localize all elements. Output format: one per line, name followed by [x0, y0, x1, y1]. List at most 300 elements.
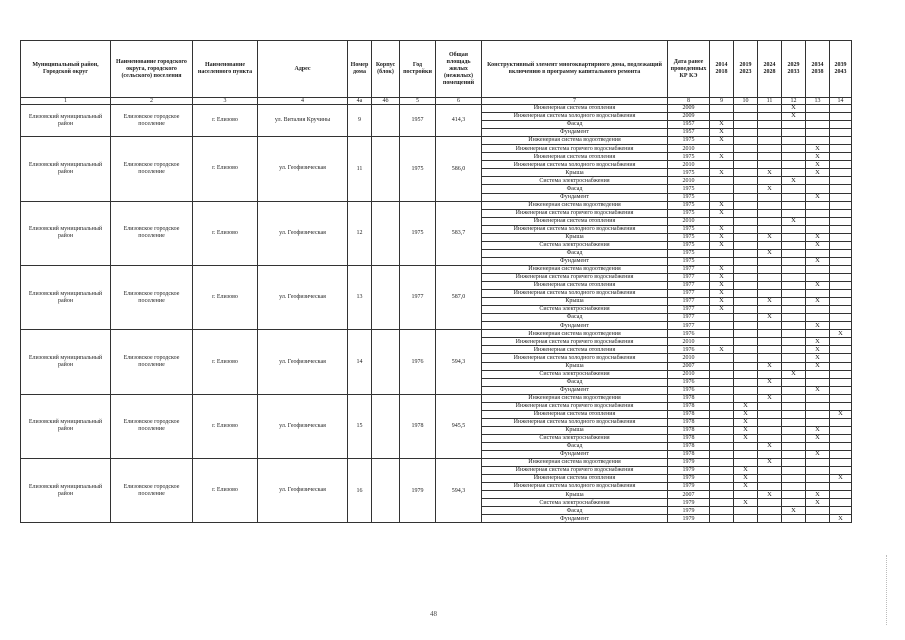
period-mark-cell: X: [758, 362, 782, 370]
period-mark-cell: [806, 265, 830, 273]
previous-repair-date-cell: 1977: [668, 273, 710, 281]
period-mark-cell: [758, 209, 782, 217]
period-mark-cell: [806, 137, 830, 145]
period-mark-cell: [782, 241, 806, 249]
period-mark-cell: [710, 467, 734, 475]
element-cell: Система электроснабжения: [482, 306, 668, 314]
period-mark-cell: [734, 338, 758, 346]
period-mark-cell: [830, 169, 852, 177]
period-mark-cell: [758, 145, 782, 153]
header-row: [21, 41, 852, 98]
element-cell: Крыша: [482, 426, 668, 434]
period-mark-cell: X: [806, 386, 830, 394]
period-mark-cell: [758, 153, 782, 161]
period-mark-cell: [806, 201, 830, 209]
period-mark-cell: X: [782, 113, 806, 121]
period-mark-cell: X: [734, 475, 758, 483]
period-mark-cell: [734, 153, 758, 161]
period-mark-cell: [806, 330, 830, 338]
previous-repair-date-cell: 1957: [668, 121, 710, 129]
previous-repair-date-cell: 1975: [668, 249, 710, 257]
period-mark-cell: [782, 137, 806, 145]
area-cell: 583,7: [436, 201, 482, 265]
period-mark-cell: [782, 426, 806, 434]
period-mark-cell: [758, 113, 782, 121]
period-mark-cell: [806, 306, 830, 314]
element-cell: Фундамент: [482, 322, 668, 330]
period-mark-cell: [758, 475, 782, 483]
previous-repair-date-cell: 1976: [668, 386, 710, 394]
locality-cell: г. Елизово: [193, 265, 258, 329]
period-mark-cell: [710, 426, 734, 434]
block-cell: [372, 105, 400, 137]
block-cell: [372, 265, 400, 329]
previous-repair-date-cell: 1979: [668, 483, 710, 491]
period-mark-cell: [782, 386, 806, 394]
period-mark-cell: [734, 298, 758, 306]
period-mark-cell: [830, 386, 852, 394]
period-mark-cell: X: [806, 426, 830, 434]
period-mark-cell: [830, 265, 852, 273]
period-mark-cell: [710, 515, 734, 523]
period-mark-cell: X: [806, 145, 830, 153]
header-cell: 2039 2043: [830, 41, 852, 98]
period-mark-cell: [782, 257, 806, 265]
previous-repair-date-cell: 1977: [668, 322, 710, 330]
period-mark-cell: [830, 346, 852, 354]
area-cell: 945,5: [436, 394, 482, 458]
previous-repair-date-cell: 2010: [668, 370, 710, 378]
period-mark-cell: X: [710, 201, 734, 209]
house-number-cell: 9: [348, 105, 372, 137]
period-mark-cell: X: [806, 161, 830, 169]
period-mark-cell: X: [710, 265, 734, 273]
element-cell: Инженерная система горячего водоснабжения: [482, 467, 668, 475]
period-mark-cell: X: [782, 177, 806, 185]
period-mark-cell: [782, 354, 806, 362]
period-mark-cell: X: [806, 257, 830, 265]
settlement-cell: Елизовское городское поселение: [111, 201, 193, 265]
period-mark-cell: X: [710, 233, 734, 241]
element-cell: Система электроснабжения: [482, 177, 668, 185]
period-mark-cell: [806, 225, 830, 233]
element-cell: Инженерная система холодного водоснабжения: [482, 354, 668, 362]
period-mark-cell: [830, 185, 852, 193]
previous-repair-date-cell: 2010: [668, 177, 710, 185]
period-mark-cell: X: [758, 459, 782, 467]
period-mark-cell: [782, 515, 806, 523]
element-cell: Фасад: [482, 121, 668, 129]
period-mark-cell: [734, 201, 758, 209]
period-mark-cell: X: [710, 346, 734, 354]
settlement-cell: Елизовское городское поселение: [111, 105, 193, 137]
element-cell: Инженерная система отопления: [482, 217, 668, 225]
period-mark-cell: [734, 193, 758, 201]
element-cell: Инженерная система холодного водоснабжения: [482, 161, 668, 169]
element-cell: Инженерная система горячего водоснабжения: [482, 273, 668, 281]
column-number: 6: [436, 98, 482, 105]
period-mark-cell: [710, 185, 734, 193]
period-mark-cell: [710, 418, 734, 426]
period-mark-cell: [734, 442, 758, 450]
street-cell: ул. Виталия Кручины: [258, 105, 348, 137]
house-number-cell: 16: [348, 459, 372, 523]
period-mark-cell: X: [806, 153, 830, 161]
header-cell: Наименование населенного пункта: [193, 41, 258, 98]
period-mark-cell: [830, 298, 852, 306]
period-mark-cell: [830, 370, 852, 378]
period-mark-cell: [830, 145, 852, 153]
previous-repair-date-cell: 1977: [668, 298, 710, 306]
period-mark-cell: X: [734, 402, 758, 410]
header-cell: Наименование городского округа, городского (сельского) поселения: [111, 41, 193, 98]
period-mark-cell: [782, 475, 806, 483]
period-mark-cell: [710, 105, 734, 113]
period-mark-cell: [734, 451, 758, 459]
period-mark-cell: [806, 273, 830, 281]
period-mark-cell: [758, 434, 782, 442]
period-mark-cell: [710, 434, 734, 442]
period-mark-cell: X: [830, 330, 852, 338]
previous-repair-date-cell: 1979: [668, 507, 710, 515]
period-mark-cell: [830, 233, 852, 241]
period-mark-cell: X: [806, 354, 830, 362]
previous-repair-date-cell: 1977: [668, 314, 710, 322]
element-cell: Фасад: [482, 314, 668, 322]
period-mark-cell: [758, 370, 782, 378]
column-number: 4б: [372, 98, 400, 105]
period-mark-cell: [758, 265, 782, 273]
street-cell: ул. Геофизическая: [258, 265, 348, 329]
period-mark-cell: [830, 354, 852, 362]
district-cell: Елизовский муниципальный район: [21, 265, 111, 329]
header-cell: 2024 2028: [758, 41, 782, 98]
element-cell: Инженерная система водоотведения: [482, 330, 668, 338]
previous-repair-date-cell: 1976: [668, 330, 710, 338]
period-mark-cell: [782, 410, 806, 418]
element-cell: Инженерная система водоотведения: [482, 459, 668, 467]
period-mark-cell: [710, 354, 734, 362]
element-cell: Инженерная система холодного водоснабжения: [482, 290, 668, 298]
previous-repair-date-cell: 1957: [668, 129, 710, 137]
period-mark-cell: [734, 129, 758, 137]
street-cell: ул. Геофизическая: [258, 137, 348, 201]
settlement-cell: Елизовское городское поселение: [111, 330, 193, 394]
period-mark-cell: [758, 201, 782, 209]
period-mark-cell: [806, 121, 830, 129]
house-number-cell: 11: [348, 137, 372, 201]
previous-repair-date-cell: 1979: [668, 467, 710, 475]
period-mark-cell: [710, 370, 734, 378]
period-mark-cell: [710, 177, 734, 185]
locality-cell: г. Елизово: [193, 394, 258, 458]
period-mark-cell: [758, 121, 782, 129]
element-cell: Крыша: [482, 491, 668, 499]
period-mark-cell: [782, 314, 806, 322]
element-cell: Инженерная система отопления: [482, 346, 668, 354]
period-mark-cell: [782, 451, 806, 459]
period-mark-cell: [830, 177, 852, 185]
build-year-cell: 1977: [400, 265, 436, 329]
period-mark-cell: [758, 386, 782, 394]
period-mark-cell: [782, 169, 806, 177]
period-mark-cell: [830, 378, 852, 386]
period-mark-cell: [734, 386, 758, 394]
period-mark-cell: X: [710, 121, 734, 129]
build-year-cell: 1978: [400, 394, 436, 458]
period-mark-cell: [782, 273, 806, 281]
previous-repair-date-cell: 1979: [668, 475, 710, 483]
period-mark-cell: [830, 209, 852, 217]
period-mark-cell: [782, 330, 806, 338]
period-mark-cell: [734, 257, 758, 265]
previous-repair-date-cell: 1977: [668, 290, 710, 298]
settlement-cell: Елизовское городское поселение: [111, 137, 193, 201]
period-mark-cell: [830, 201, 852, 209]
element-cell: Фасад: [482, 185, 668, 193]
period-mark-cell: [830, 394, 852, 402]
period-mark-cell: [830, 322, 852, 330]
header-cell: Номер дома: [348, 41, 372, 98]
period-mark-cell: [734, 209, 758, 217]
period-mark-cell: [710, 362, 734, 370]
period-mark-cell: X: [782, 507, 806, 515]
period-mark-cell: X: [758, 442, 782, 450]
period-mark-cell: [782, 418, 806, 426]
table-row: [21, 265, 852, 273]
period-mark-cell: X: [710, 137, 734, 145]
period-mark-cell: X: [806, 322, 830, 330]
previous-repair-date-cell: 1975: [668, 257, 710, 265]
period-mark-cell: [734, 177, 758, 185]
district-cell: Елизовский муниципальный район: [21, 330, 111, 394]
period-mark-cell: [758, 161, 782, 169]
previous-repair-date-cell: 1976: [668, 346, 710, 354]
period-mark-cell: [734, 249, 758, 257]
column-number: 3: [193, 98, 258, 105]
period-mark-cell: X: [758, 378, 782, 386]
element-cell: Инженерная система холодного водоснабжения: [482, 418, 668, 426]
area-cell: 586,0: [436, 137, 482, 201]
block-cell: [372, 201, 400, 265]
period-mark-cell: [734, 330, 758, 338]
period-mark-cell: X: [710, 153, 734, 161]
period-mark-cell: [830, 507, 852, 515]
previous-repair-date-cell: 1978: [668, 410, 710, 418]
period-mark-cell: X: [806, 362, 830, 370]
element-cell: Крыша: [482, 298, 668, 306]
table-row: [21, 201, 852, 209]
period-mark-cell: X: [758, 169, 782, 177]
table-row: [21, 105, 852, 113]
element-cell: Инженерная система отопления: [482, 475, 668, 483]
period-mark-cell: [734, 121, 758, 129]
period-mark-cell: [734, 362, 758, 370]
locality-cell: г. Елизово: [193, 137, 258, 201]
build-year-cell: 1975: [400, 201, 436, 265]
build-year-cell: 1957: [400, 105, 436, 137]
period-mark-cell: [710, 442, 734, 450]
previous-repair-date-cell: 1975: [668, 241, 710, 249]
element-cell: Фасад: [482, 249, 668, 257]
period-mark-cell: [710, 193, 734, 201]
previous-repair-date-cell: 2009: [668, 113, 710, 121]
period-mark-cell: [734, 169, 758, 177]
period-mark-cell: [830, 499, 852, 507]
period-mark-cell: [782, 499, 806, 507]
locality-cell: г. Елизово: [193, 459, 258, 523]
element-cell: Инженерная система отопления: [482, 410, 668, 418]
period-mark-cell: X: [710, 298, 734, 306]
period-mark-cell: [758, 282, 782, 290]
period-mark-cell: [806, 402, 830, 410]
period-mark-cell: [782, 306, 806, 314]
period-mark-cell: [806, 314, 830, 322]
element-cell: Фасад: [482, 507, 668, 515]
period-mark-cell: [830, 290, 852, 298]
period-mark-cell: X: [758, 491, 782, 499]
street-cell: ул. Геофизическая: [258, 201, 348, 265]
previous-repair-date-cell: 1979: [668, 499, 710, 507]
period-mark-cell: [830, 338, 852, 346]
column-number: 1: [21, 98, 111, 105]
element-cell: Фундамент: [482, 129, 668, 137]
period-mark-cell: [758, 217, 782, 225]
previous-repair-date-cell: 1975: [668, 233, 710, 241]
period-mark-cell: X: [710, 273, 734, 281]
block-cell: [372, 394, 400, 458]
period-mark-cell: X: [830, 475, 852, 483]
period-mark-cell: [830, 467, 852, 475]
element-cell: Крыша: [482, 233, 668, 241]
period-mark-cell: [782, 338, 806, 346]
period-mark-cell: [734, 137, 758, 145]
period-mark-cell: [782, 249, 806, 257]
previous-repair-date-cell: 1978: [668, 394, 710, 402]
previous-repair-date-cell: 2010: [668, 354, 710, 362]
period-mark-cell: [830, 257, 852, 265]
period-mark-cell: [782, 225, 806, 233]
period-mark-cell: [734, 265, 758, 273]
column-number: 4: [258, 98, 348, 105]
period-mark-cell: [758, 105, 782, 113]
period-mark-cell: [758, 338, 782, 346]
period-mark-cell: X: [806, 282, 830, 290]
period-mark-cell: [758, 177, 782, 185]
period-mark-cell: [734, 113, 758, 121]
district-cell: Елизовский муниципальный район: [21, 201, 111, 265]
block-cell: [372, 137, 400, 201]
settlement-cell: Елизовское городское поселение: [111, 459, 193, 523]
previous-repair-date-cell: 1977: [668, 306, 710, 314]
period-mark-cell: [734, 459, 758, 467]
period-mark-cell: [830, 217, 852, 225]
previous-repair-date-cell: 1975: [668, 201, 710, 209]
period-mark-cell: X: [806, 338, 830, 346]
period-mark-cell: [782, 346, 806, 354]
period-mark-cell: X: [734, 410, 758, 418]
period-mark-cell: [734, 282, 758, 290]
period-mark-cell: [758, 273, 782, 281]
period-mark-cell: [806, 209, 830, 217]
period-mark-cell: [710, 113, 734, 121]
period-mark-cell: [734, 507, 758, 515]
area-cell: 594,3: [436, 459, 482, 523]
period-mark-cell: X: [710, 282, 734, 290]
period-mark-cell: [710, 378, 734, 386]
element-cell: Фундамент: [482, 515, 668, 523]
column-number: 14: [830, 98, 852, 105]
period-mark-cell: [758, 257, 782, 265]
period-mark-cell: [830, 418, 852, 426]
period-mark-cell: [830, 282, 852, 290]
period-mark-cell: [782, 161, 806, 169]
previous-repair-date-cell: 2010: [668, 145, 710, 153]
period-mark-cell: [782, 378, 806, 386]
element-cell: Крыша: [482, 169, 668, 177]
previous-repair-date-cell: 1975: [668, 185, 710, 193]
period-mark-cell: [830, 225, 852, 233]
period-mark-cell: [734, 515, 758, 523]
period-mark-cell: [758, 306, 782, 314]
period-mark-cell: [830, 483, 852, 491]
area-cell: 414,3: [436, 105, 482, 137]
period-mark-cell: [734, 273, 758, 281]
table-row: [21, 137, 852, 145]
period-mark-cell: X: [806, 241, 830, 249]
period-mark-cell: X: [830, 515, 852, 523]
locality-cell: г. Елизово: [193, 330, 258, 394]
period-mark-cell: [830, 451, 852, 459]
period-mark-cell: [806, 483, 830, 491]
element-cell: Инженерная система водоотведения: [482, 394, 668, 402]
element-cell: Фасад: [482, 442, 668, 450]
period-mark-cell: [830, 362, 852, 370]
house-number-cell: 12: [348, 201, 372, 265]
street-cell: ул. Геофизическая: [258, 394, 348, 458]
period-mark-cell: X: [758, 298, 782, 306]
period-mark-cell: X: [710, 225, 734, 233]
previous-repair-date-cell: 1975: [668, 153, 710, 161]
previous-repair-date-cell: 1975: [668, 193, 710, 201]
previous-repair-date-cell: 1978: [668, 434, 710, 442]
period-mark-cell: [782, 282, 806, 290]
header-cell: 2019 2023: [734, 41, 758, 98]
period-mark-cell: [782, 394, 806, 402]
period-mark-cell: [782, 290, 806, 298]
previous-repair-date-cell: 1979: [668, 459, 710, 467]
period-mark-cell: [710, 483, 734, 491]
header-cell: Дата ранее проведенных КР КЭ: [668, 41, 710, 98]
period-mark-cell: [806, 249, 830, 257]
period-mark-cell: X: [734, 467, 758, 475]
element-cell: Система электроснабжения: [482, 499, 668, 507]
period-mark-cell: X: [758, 314, 782, 322]
period-mark-cell: [782, 459, 806, 467]
column-number: 11: [758, 98, 782, 105]
period-mark-cell: [806, 467, 830, 475]
period-mark-cell: [758, 354, 782, 362]
period-mark-cell: X: [806, 193, 830, 201]
period-mark-cell: X: [710, 306, 734, 314]
period-mark-cell: [758, 499, 782, 507]
previous-repair-date-cell: 2007: [668, 491, 710, 499]
period-mark-cell: [710, 410, 734, 418]
table-row: [21, 330, 852, 338]
period-mark-cell: [758, 193, 782, 201]
period-mark-cell: [782, 467, 806, 475]
previous-repair-date-cell: 1978: [668, 418, 710, 426]
